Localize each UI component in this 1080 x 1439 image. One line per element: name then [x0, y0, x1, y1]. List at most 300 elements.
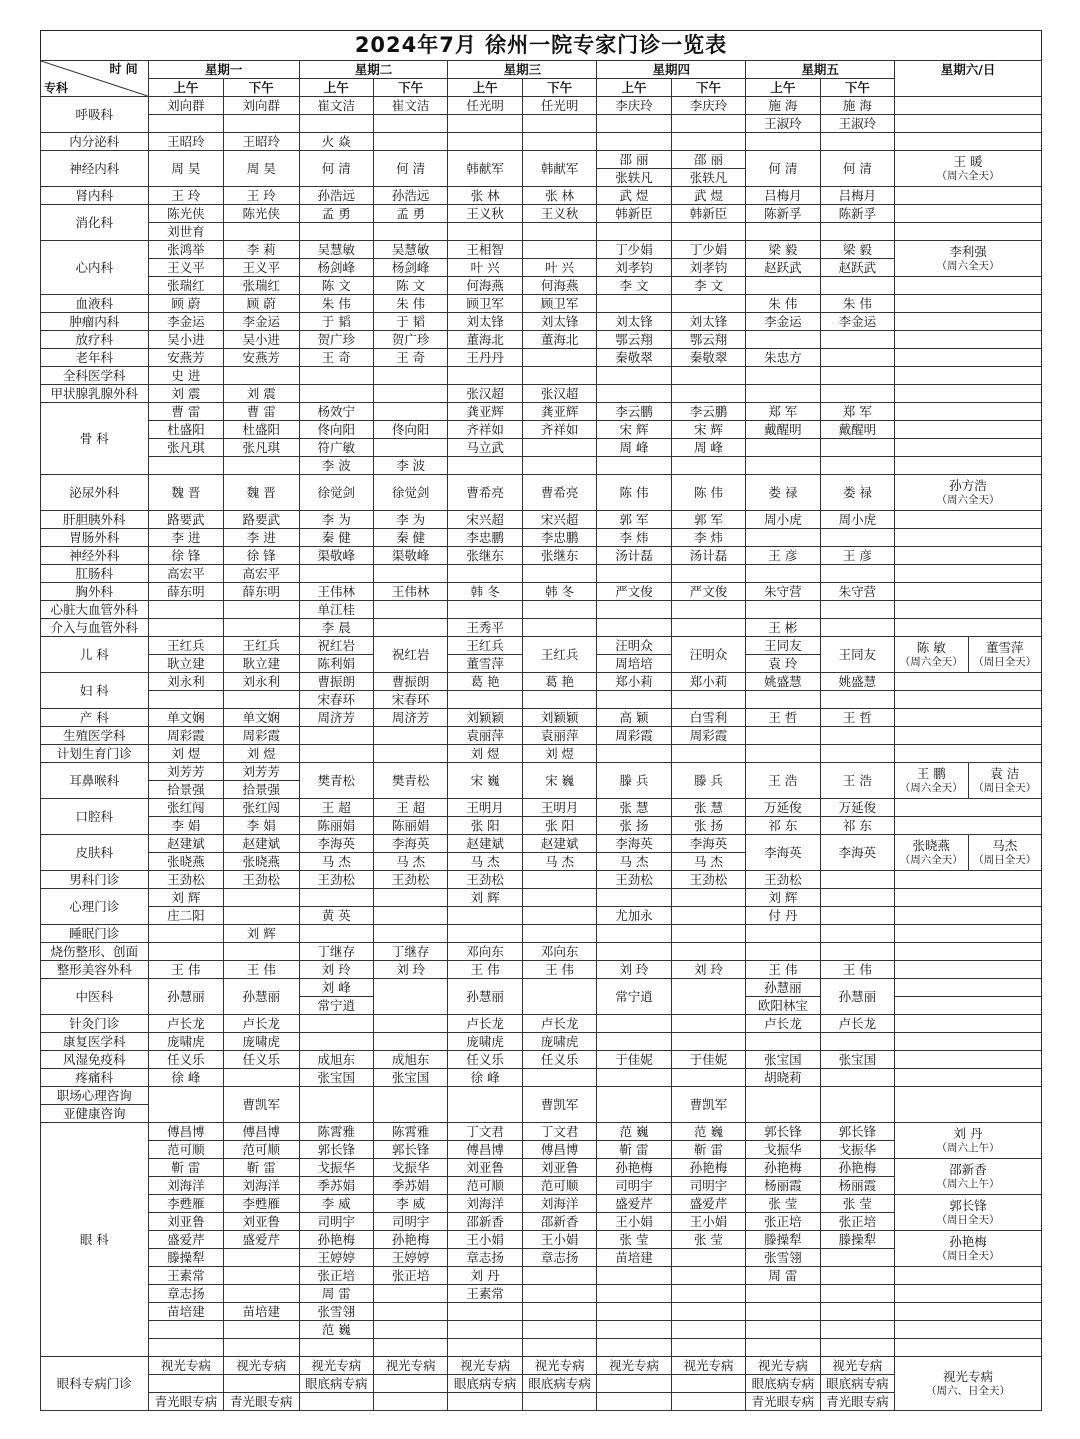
empty-cell	[820, 277, 894, 295]
doctor-name: 王 彬	[768, 620, 798, 635]
doctor-name: 王昭玲	[242, 134, 281, 149]
doctor-name: 吴小进	[167, 332, 205, 347]
doctor-cell	[224, 673, 299, 691]
department-cell	[41, 313, 149, 331]
doctor-cell	[522, 421, 596, 439]
doctor-cell	[671, 187, 745, 205]
doctor-name: 王 奇	[396, 350, 426, 365]
doctor-cell	[299, 601, 373, 619]
empty-cell	[373, 367, 447, 385]
doctor-name: 孙浩远	[317, 188, 355, 203]
doctor-cell	[224, 835, 299, 853]
table-row	[41, 367, 1042, 385]
am-header: 上午	[299, 79, 373, 97]
doctor-name: 张 莹	[842, 1196, 872, 1211]
empty-cell	[522, 367, 596, 385]
doctor-cell	[746, 295, 820, 313]
doctor-cell	[448, 385, 522, 403]
doctor-name: 王相智	[466, 242, 504, 257]
empty-cell	[148, 115, 223, 133]
doctor-name: 李海英	[838, 845, 877, 860]
doctor-name: 王 超	[396, 800, 426, 815]
doctor-cell	[746, 979, 820, 997]
empty-cell	[373, 565, 447, 583]
doctor-name: 刘 辉	[171, 890, 201, 905]
doctor-name: 袁 洁	[990, 766, 1020, 781]
doctor-cell	[299, 241, 373, 259]
am-header: 上午	[448, 79, 522, 97]
empty-cell	[448, 367, 522, 385]
empty-cell	[746, 925, 820, 943]
doctor-name: 韩新臣	[615, 206, 653, 221]
doctor-cell	[597, 547, 671, 565]
doctor-name: 吴小进	[242, 332, 281, 347]
doctor-cell	[224, 349, 299, 367]
doctor-cell	[224, 187, 299, 205]
doctor-cell	[148, 871, 223, 889]
doctor-name: 单江桂	[317, 602, 355, 617]
pm-header: 下午	[373, 79, 447, 97]
doctor-cell	[820, 1213, 894, 1231]
doctor-name: 胡晓莉	[764, 1070, 802, 1085]
table-row	[41, 529, 1042, 547]
empty-cell	[224, 943, 299, 961]
doctor-cell	[671, 259, 745, 277]
empty-cell	[522, 349, 596, 367]
doctor-cell	[299, 475, 373, 511]
doctor-name: 徐 锋	[171, 548, 201, 563]
doctor-name: 视光专病	[236, 1358, 287, 1373]
empty-cell	[895, 799, 1042, 817]
empty-cell	[299, 565, 373, 583]
empty-cell	[671, 1249, 745, 1267]
doctor-name: 任义乐	[466, 1052, 504, 1067]
empty-cell	[224, 1375, 299, 1393]
doctor-name: 王 伟	[768, 962, 798, 977]
empty-cell	[746, 385, 820, 403]
doctor-name: 李金运	[764, 314, 802, 329]
doctor-name: 陈丽娟	[391, 818, 430, 833]
doctor-name: 朱守营	[764, 584, 802, 599]
doctor-cell	[299, 1177, 373, 1195]
doctor-name: 郑 军	[842, 404, 872, 419]
empty-cell	[895, 385, 1042, 403]
empty-cell	[522, 871, 596, 889]
am-header: 上午	[148, 79, 223, 97]
department-name: 男科门诊	[69, 872, 120, 887]
doctor-name: 李 莉	[246, 242, 276, 257]
empty-cell	[746, 331, 820, 349]
doctor-name: 张红闯	[242, 800, 281, 815]
table-row	[41, 421, 1042, 439]
doctor-cell	[299, 907, 373, 925]
doctor-cell	[522, 151, 596, 187]
empty-cell	[671, 1285, 745, 1303]
doctor-name: 梁 毅	[842, 242, 872, 257]
empty-cell	[373, 979, 447, 1015]
doctor-cell	[820, 673, 894, 691]
doctor-cell	[299, 259, 373, 277]
doctor-name: 靳 雷	[693, 1142, 723, 1157]
department-name: 亚健康咨询	[63, 1106, 126, 1121]
doctor-name: 吕梅月	[838, 188, 877, 203]
doctor-cell	[224, 817, 299, 835]
department-cell	[41, 1069, 149, 1087]
doctor-name: 王 玲	[246, 188, 276, 203]
doctor-name: 滕 兵	[693, 773, 723, 788]
doctor-name: 王劲松	[167, 872, 205, 887]
doctor-cell	[746, 349, 820, 367]
doctor-cell	[820, 637, 894, 673]
doctor-cell	[373, 457, 447, 475]
table-row	[41, 259, 1042, 277]
empty-cell	[820, 871, 894, 889]
doctor-name: 司明宇	[317, 1214, 355, 1229]
table-row	[41, 637, 1042, 655]
doctor-cell	[299, 583, 373, 601]
doctor-cell	[448, 835, 522, 853]
empty-cell	[895, 1321, 1042, 1339]
doctor-name: 傅昌博	[466, 1142, 504, 1157]
doctor-name: 曹振朗	[391, 674, 430, 689]
empty-cell	[299, 925, 373, 943]
doctor-name: 孙方浩	[949, 478, 987, 493]
doctor-name: 王婷婷	[391, 1250, 430, 1265]
doctor-name: 周 雷	[768, 1268, 798, 1283]
doctor-cell	[522, 1123, 596, 1141]
empty-cell	[373, 745, 447, 763]
doctor-cell	[373, 1051, 447, 1069]
doctor-name: 张 慧	[619, 800, 649, 815]
empty-cell	[597, 601, 671, 619]
doctor-cell	[671, 871, 745, 889]
doctor-name: 范 巍	[619, 1124, 649, 1139]
doctor-name: 韩 冬	[545, 584, 575, 599]
empty-cell	[522, 133, 596, 151]
doctor-name: 王 浩	[768, 773, 798, 788]
doctor-name: 单文娴	[167, 710, 205, 725]
doctor-name: 龚亚辉	[540, 404, 579, 419]
doctor-name: 曹凯军	[242, 1097, 281, 1112]
doctor-name: 陈 文	[321, 278, 351, 293]
doctor-cell	[148, 1123, 223, 1141]
empty-cell	[597, 1087, 671, 1123]
department-cell	[41, 727, 149, 745]
department-name: 全科医学科	[63, 368, 126, 383]
doctor-name: 孙慧丽	[838, 989, 877, 1004]
doctor-name: 高 颖	[619, 710, 649, 725]
doctor-name: 刘 震	[171, 386, 201, 401]
empty-cell	[895, 223, 1042, 241]
doctor-cell	[522, 853, 596, 871]
doctor-cell	[522, 745, 596, 763]
doctor-cell	[299, 187, 373, 205]
doctor-name: 司明宇	[391, 1214, 430, 1229]
doctor-name: 王昭玲	[167, 134, 205, 149]
doctor-cell	[895, 763, 968, 799]
doctor-name: 刘太锋	[689, 314, 728, 329]
doctor-cell	[224, 781, 299, 799]
doctor-cell	[148, 1141, 223, 1159]
doctor-name: 季苏娟	[317, 1178, 355, 1193]
doctor-name: 付 丹	[768, 908, 798, 923]
doctor-name: 周彩霞	[615, 728, 653, 743]
empty-cell	[895, 961, 1042, 979]
table-row	[41, 97, 1042, 115]
doctor-cell	[522, 961, 596, 979]
empty-cell	[299, 367, 373, 385]
doctor-name: 贺广珍	[391, 332, 430, 347]
doctor-cell	[597, 331, 671, 349]
doctor-cell	[597, 835, 671, 853]
doctor-name: 葛 艳	[470, 674, 500, 689]
empty-cell	[820, 439, 894, 457]
doctor-cell	[224, 655, 299, 673]
doctor-name: 张瑞红	[167, 278, 205, 293]
doctor-cell	[671, 583, 745, 601]
doctor-name: 杜盛阳	[242, 422, 281, 437]
doctor-name: 视光专病	[311, 1358, 362, 1373]
day-header-thu: 星期四	[597, 61, 746, 79]
doctor-name: 刘海洋	[540, 1196, 579, 1211]
empty-cell	[820, 331, 894, 349]
doctor-name: 苗培建	[242, 1304, 281, 1319]
doctor-name: 王劲松	[764, 872, 802, 887]
doctor-name: 韩新臣	[689, 206, 728, 221]
doctor-cell	[671, 799, 745, 817]
doctor-cell	[148, 1159, 223, 1177]
doctor-cell	[597, 1123, 671, 1141]
doctor-cell	[671, 331, 745, 349]
doctor-cell	[224, 727, 299, 745]
empty-cell	[224, 691, 299, 709]
empty-cell	[373, 133, 447, 151]
doctor-name: 王义秋	[466, 206, 504, 221]
doctor-name: 靳 雷	[171, 1160, 201, 1175]
department-cell	[41, 763, 149, 799]
department-cell	[41, 835, 149, 871]
doctor-name: 周 昊	[171, 161, 201, 176]
doctor-name: 范可顺	[242, 1142, 281, 1157]
doctor-name: 张 林	[470, 188, 500, 203]
doctor-cell	[522, 1231, 596, 1249]
empty-cell	[148, 1321, 223, 1339]
doctor-name: 范 巍	[321, 1322, 351, 1337]
doctor-cell	[373, 1231, 447, 1249]
doctor-cell	[373, 763, 447, 799]
doctor-name: 王红兵	[540, 647, 579, 662]
doctor-cell	[299, 151, 373, 187]
empty-cell	[373, 1015, 447, 1033]
empty-cell	[895, 421, 1042, 439]
doctor-name: 张 莹	[693, 1232, 723, 1247]
department-cell	[41, 385, 149, 403]
doctor-cell	[373, 1177, 447, 1195]
doctor-name: 青光眼专病	[751, 1394, 815, 1409]
doctor-name: 盛爱芹	[689, 1196, 728, 1211]
doctor-name: 火 焱	[321, 134, 351, 149]
day-header-weekend: 星期六/日	[895, 61, 1042, 97]
doctor-cell	[522, 1015, 596, 1033]
doctor-cell	[299, 457, 373, 475]
doctor-name: 邓向东	[466, 944, 504, 959]
doctor-name: 刘 辉	[246, 926, 276, 941]
doctor-name: 王 伟	[842, 962, 872, 977]
doctor-cell	[746, 151, 820, 187]
doctor-cell	[820, 979, 894, 1015]
doctor-cell	[597, 277, 671, 295]
doctor-cell	[820, 241, 894, 259]
doctor-cell	[597, 1159, 671, 1177]
doctor-name: 刘向群	[167, 98, 205, 113]
doctor-name: 李金运	[838, 314, 877, 329]
doctor-cell	[448, 1159, 522, 1177]
doctor-name: 王 超	[321, 800, 351, 815]
empty-cell	[299, 385, 373, 403]
doctor-name: 郑小莉	[689, 674, 728, 689]
doctor-cell	[820, 763, 894, 799]
doctor-name: 王伟林	[317, 584, 355, 599]
doctor-name: 张瑞红	[242, 278, 281, 293]
doctor-name: 姚盛慧	[764, 674, 802, 689]
doctor-name: 刘孝钧	[689, 260, 728, 275]
doctor-cell	[820, 709, 894, 727]
table-row	[41, 1177, 1042, 1195]
table-row	[41, 349, 1042, 367]
empty-cell	[299, 1339, 373, 1357]
doctor-cell	[299, 421, 373, 439]
empty-cell	[895, 457, 1042, 475]
doctor-cell	[448, 259, 522, 277]
doctor-cell	[820, 583, 894, 601]
doctor-name: 视光专病	[757, 1358, 808, 1373]
doctor-name: 刘颖颖	[540, 710, 579, 725]
empty-cell	[671, 1339, 745, 1357]
department-name: 肝胆胰外科	[63, 512, 126, 527]
doctor-name: 刘海洋	[466, 1196, 504, 1211]
doctor-cell	[148, 1213, 223, 1231]
doctor-name: 周 峰	[619, 440, 649, 455]
doctor-name: 齐祥如	[540, 422, 579, 437]
doctor-name: 孙慧丽	[764, 980, 802, 995]
doctor-name: 朱 伟	[768, 296, 798, 311]
department-name: 职场心理咨询	[56, 1088, 132, 1103]
doctor-name: 李金运	[242, 314, 281, 329]
doctor-cell	[820, 1141, 894, 1159]
doctor-cell	[373, 961, 447, 979]
department-name: 疼痛科	[75, 1070, 114, 1085]
department-cell	[41, 349, 149, 367]
empty-cell	[299, 1087, 373, 1123]
day-header-wed: 星期三	[448, 61, 597, 79]
doctor-name: 张凡琪	[242, 440, 281, 455]
empty-cell	[746, 565, 820, 583]
schedule-body	[41, 97, 1042, 1411]
doctor-cell	[671, 151, 745, 169]
doctor-name: 孟 勇	[396, 206, 426, 221]
doctor-name: 秦敬翠	[615, 350, 653, 365]
doctor-name: 刘 辉	[470, 890, 500, 905]
day-header-mon: 星期一	[148, 61, 299, 79]
empty-cell	[671, 565, 745, 583]
doctor-name: 龚亚辉	[466, 404, 504, 419]
empty-cell	[373, 727, 447, 745]
empty-cell	[148, 925, 223, 943]
doctor-name: 陈 文	[396, 278, 426, 293]
doctor-name: 汤计磊	[689, 548, 728, 563]
doctor-cell	[746, 763, 820, 799]
department-name: 眼 科	[79, 1232, 109, 1247]
department-cell	[41, 979, 149, 1015]
doctor-cell	[746, 205, 820, 223]
doctor-name: 王明月	[540, 800, 579, 815]
doctor-cell	[522, 259, 596, 277]
doctor-cell	[820, 1357, 894, 1375]
table-row	[41, 439, 1042, 457]
doctor-cell	[448, 619, 522, 637]
doctor-name: 李海英	[391, 836, 430, 851]
schedule-note: （周六、日全天）	[926, 1385, 1011, 1397]
doctor-name: 戈振华	[838, 1142, 877, 1157]
doctor-name: 王 哲	[842, 710, 872, 725]
empty-cell	[746, 367, 820, 385]
doctor-cell	[448, 1213, 522, 1231]
empty-cell	[597, 1303, 671, 1321]
department-name: 计划生育门诊	[56, 746, 132, 761]
doctor-name: 眼底病专病	[528, 1376, 591, 1391]
doctor-name: 戈振华	[391, 1160, 430, 1175]
empty-cell	[820, 1339, 894, 1357]
doctor-name: 常宁逍	[317, 998, 355, 1013]
doctor-name: 董海北	[466, 332, 504, 347]
doctor-name: 视光专病	[160, 1358, 211, 1373]
doctor-cell	[224, 1051, 299, 1069]
doctor-name: 贺广珍	[317, 332, 355, 347]
doctor-name: 何海燕	[466, 278, 504, 293]
doctor-name: 庄二阳	[167, 908, 205, 923]
doctor-name: 滕 兵	[619, 773, 649, 788]
doctor-cell	[895, 1231, 1042, 1267]
doctor-cell	[373, 637, 447, 673]
doctor-name: 马 杰	[321, 854, 351, 869]
doctor-name: 王劲松	[615, 872, 653, 887]
table-row	[41, 1015, 1042, 1033]
doctor-cell	[746, 403, 820, 421]
doctor-cell	[448, 331, 522, 349]
empty-cell	[373, 223, 447, 241]
doctor-cell	[671, 439, 745, 457]
doctor-name: 王红兵	[242, 638, 281, 653]
doctor-name: 张正培	[838, 1214, 877, 1229]
doctor-cell	[448, 151, 522, 187]
doctor-cell	[373, 547, 447, 565]
empty-cell	[671, 691, 745, 709]
doctor-cell	[299, 709, 373, 727]
empty-cell	[224, 1285, 299, 1303]
empty-cell	[895, 115, 1042, 133]
doctor-name: 耿立建	[242, 656, 281, 671]
doctor-name: 马杰	[992, 838, 1018, 853]
doctor-name: 滕操犁	[167, 1250, 205, 1265]
doctor-cell	[373, 421, 447, 439]
doctor-cell	[148, 1231, 223, 1249]
doctor-cell	[448, 727, 522, 745]
department-name: 肿瘤内科	[69, 314, 120, 329]
doctor-name: 王 奇	[321, 350, 351, 365]
empty-cell	[224, 367, 299, 385]
doctor-cell	[597, 313, 671, 331]
empty-cell	[373, 1375, 447, 1393]
